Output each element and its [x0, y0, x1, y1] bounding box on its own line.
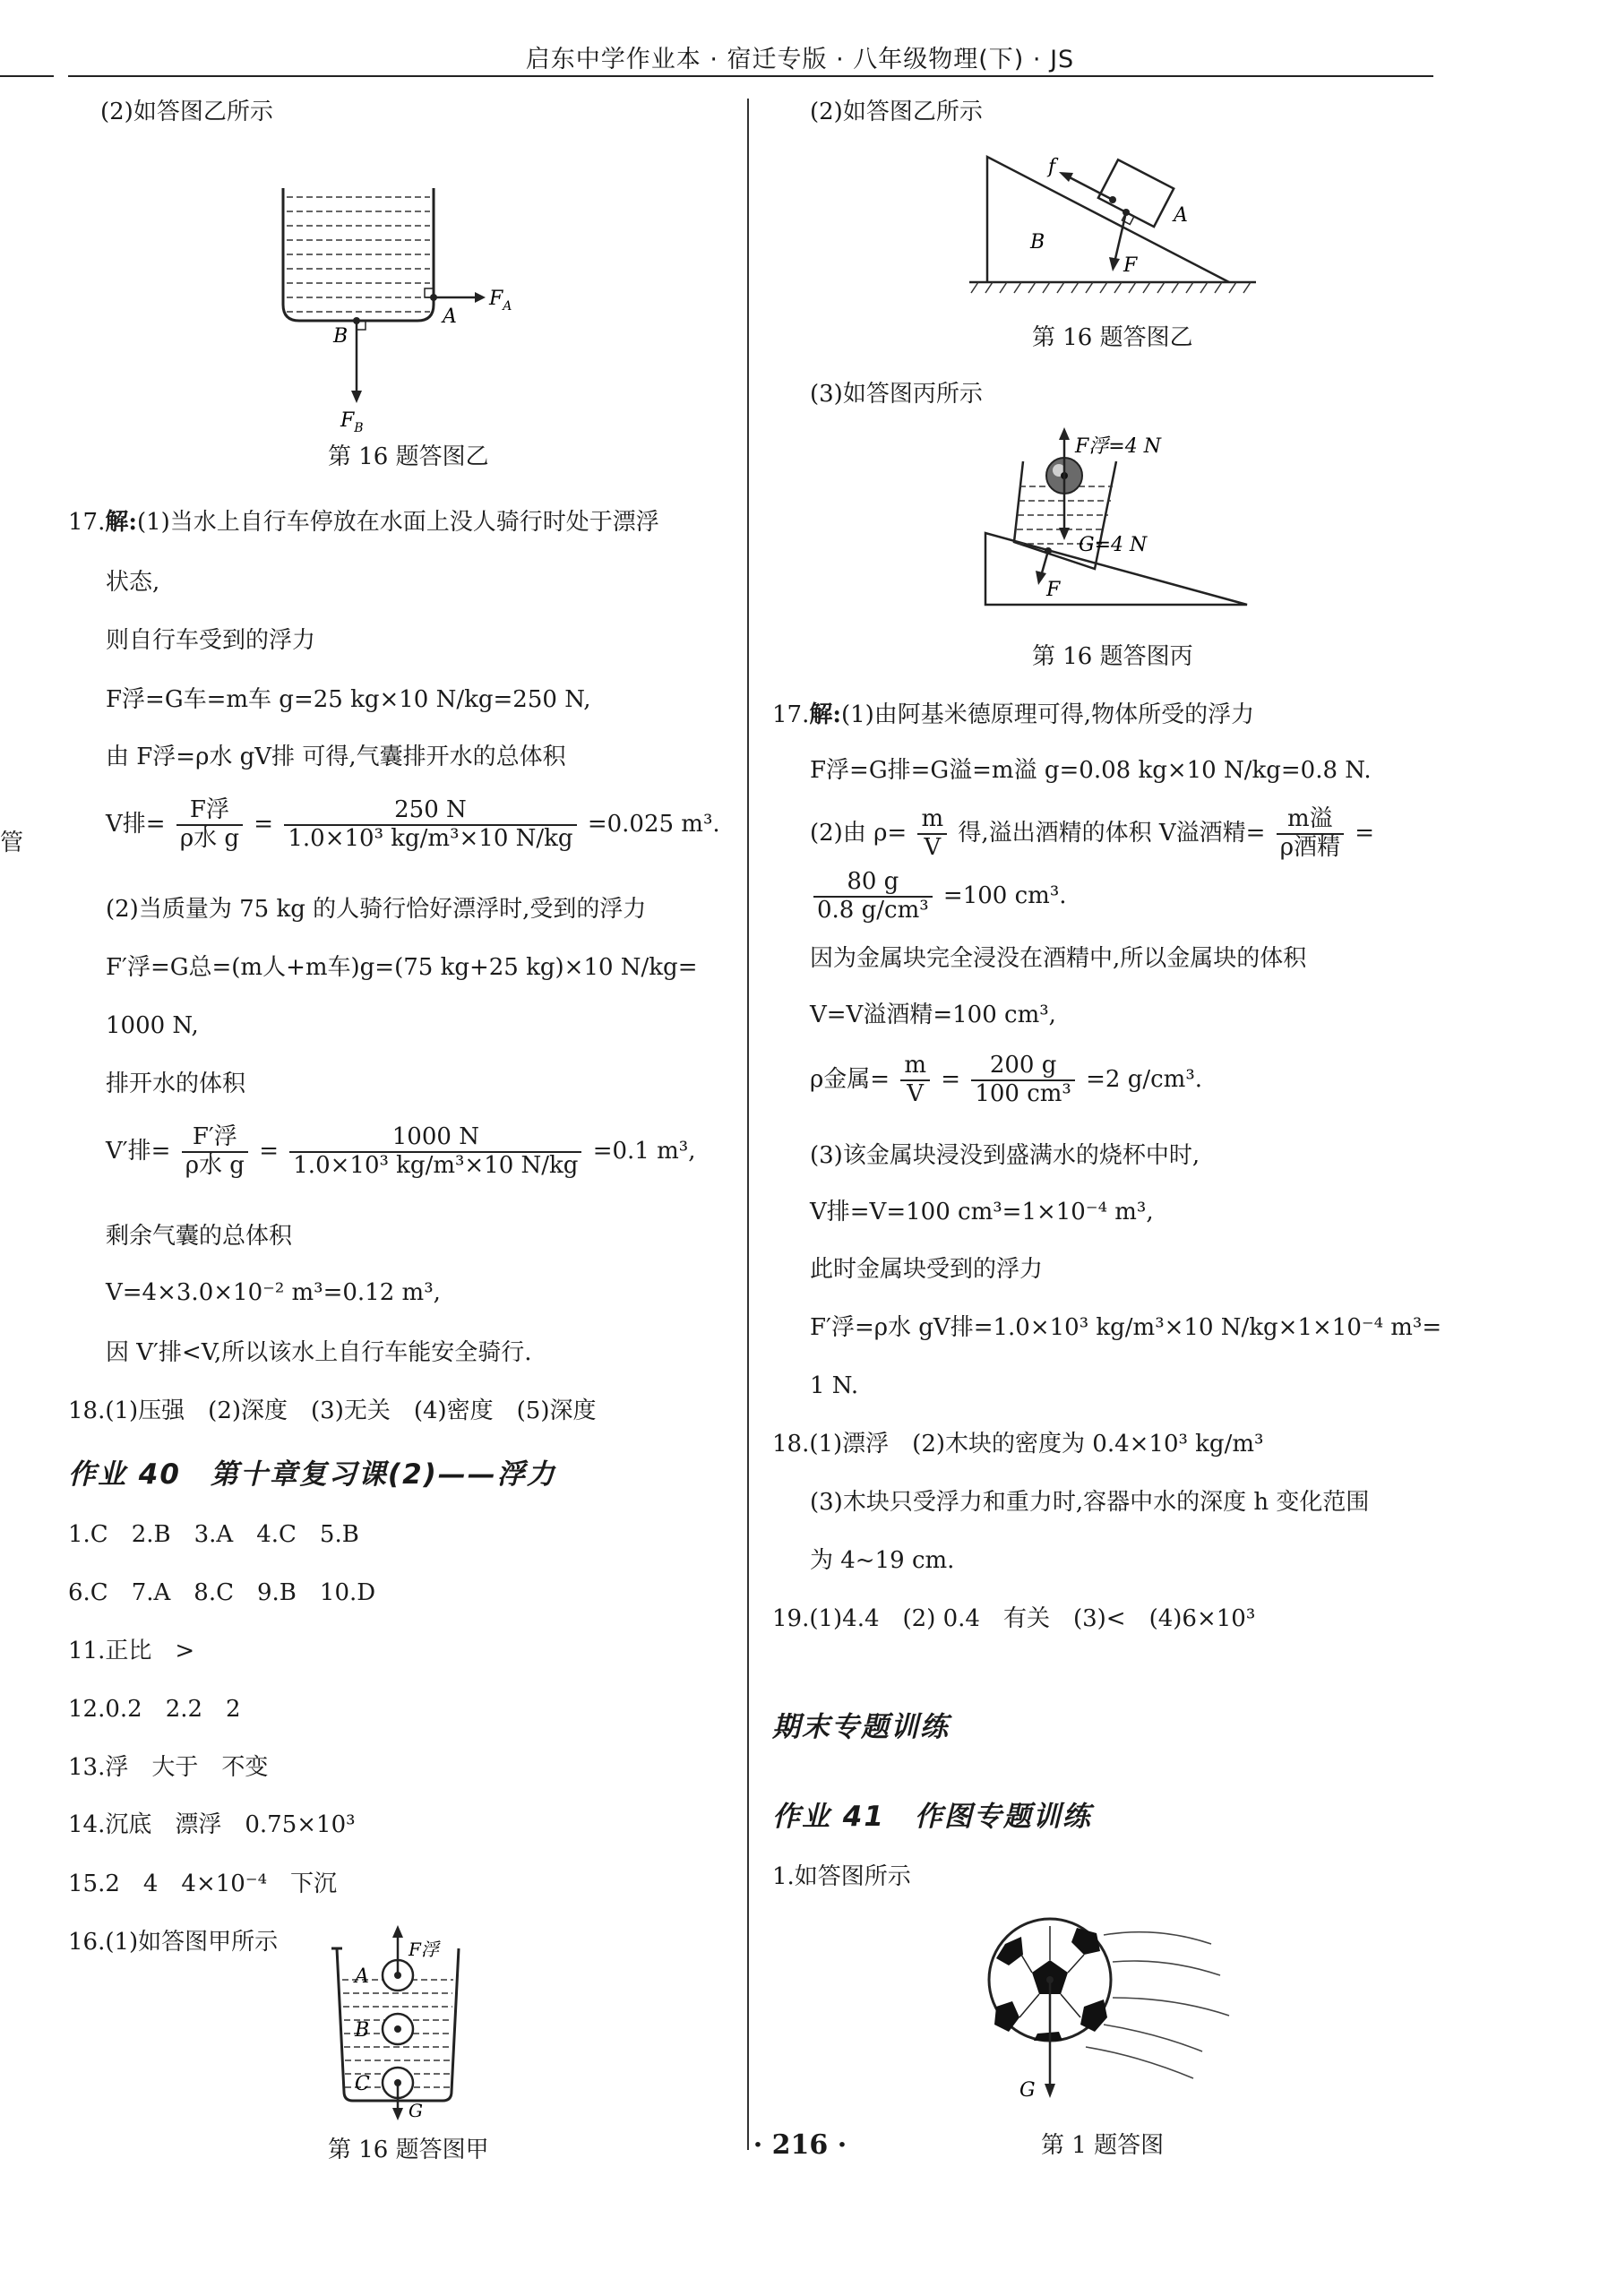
fig16c-caption: 第 16 题答图丙: [1032, 643, 1193, 670]
q17-right-line12: 1 N.: [810, 1372, 859, 1399]
q18-left: 18.(1)压强 (2)深度 (3)无关 (4)密度 (5)深度: [68, 1397, 597, 1424]
fig16b-right-label-f: F: [1123, 254, 1138, 277]
answer-line-6: 14.沉底 漂浮 0.75×10³: [68, 1811, 356, 1838]
fig16a-diagram: [328, 1913, 507, 2128]
fig16b-left-label-fb: $F_B$: [340, 409, 364, 435]
header-rule: [68, 75, 1433, 77]
fig16a-label-g: G: [409, 2100, 423, 2121]
fig16a-caption: 第 16 题答图甲: [328, 2137, 489, 2163]
fig16c-label-ff: F浮=4 N: [1075, 435, 1161, 458]
q17-left-line13: V=4×3.0×10⁻² m³=0.12 m³,: [106, 1279, 441, 1306]
q18-right-line1: 18.(1)漂浮 (2)木块的密度为 0.4×10³ kg/m³: [772, 1431, 1264, 1458]
fig16b-right-label-a: A: [1174, 204, 1188, 227]
page-header: [0, 0, 1600, 85]
q17-left-line3: 则自行车受到的浮力: [106, 627, 316, 654]
fig16a-label-f: F浮: [409, 1939, 439, 1960]
q17-left-line10: 排开水的体积: [106, 1071, 246, 1097]
q18-right-line2: (3)木块只受浮力和重力时,容器中水的深度 h 变化范围: [810, 1489, 1370, 1516]
fig1-soccer-diagram: [969, 1908, 1238, 2114]
fig16b-left-label-a: A: [443, 305, 457, 328]
fig16a-label-b: B: [355, 2019, 370, 2042]
q16-2-right-label: (2)如答图乙所示: [810, 99, 983, 125]
q17-right-line10: 此时金属块受到的浮力: [810, 1256, 1044, 1283]
q17-right-line4: $\frac{80 g}{\text{0.8 g/cm³}}$ =100 cm³.: [810, 869, 1067, 924]
column-divider: [747, 99, 749, 2150]
q17-left-line4: F浮=G车=m车 g=25 kg×10 N/kg=250 N,: [106, 686, 591, 713]
q17-right-line5: 因为金属块完全浸没在酒精中,所以金属块的体积: [810, 945, 1307, 972]
q18-right-line3: 为 4~19 cm.: [810, 1547, 955, 1574]
q1-right-label: 1.如答图所示: [772, 1863, 911, 1890]
q17-right-line11: F′浮=ρ水 gV排=1.0×10³ kg/m³×10 N/kg×1×10⁻⁴ m³=: [810, 1314, 1442, 1341]
q17-right-line8: (3)该金属块浸没到盛满水的烧杯中时,: [810, 1142, 1200, 1169]
q17-left-line8: F′浮=G总=(m人+m车)g=(75 kg+25 kg)×10 N/kg=: [106, 954, 698, 981]
q17-left-line7: (2)当质量为 75 kg 的人骑行恰好漂浮时,受到的浮力: [106, 896, 647, 923]
q17-right-line2: F浮=G排=G溢=m溢 g=0.08 kg×10 N/kg=0.8 N.: [810, 757, 1372, 784]
q17-left-line2: 状态,: [106, 569, 160, 596]
q17-left-line11: V′排= $\frac{\text{F′浮}}{\text{ρ水 g}}$ = $\frac{1000 N}{\text{1.0×10³ kg/m³×10 N/kg}}$ =0.1 m³,: [106, 1123, 696, 1179]
q17-right-line3: (2)由 ρ= $\frac{m}{V}$ 得,溢出酒精的体积 V溢酒精= $\frac{\text{m溢}}{\text{ρ酒精}}$ =: [810, 805, 1375, 861]
q17-left-line12: 剩余气囊的总体积: [106, 1223, 293, 1250]
answer-line-5: 13.浮 大于 不变: [68, 1754, 269, 1781]
fig16b-right-label-b: B: [1030, 231, 1045, 254]
q17-left-line1: 17.解:(1)当水上自行车停放在水面上没人骑行时处于漂浮: [68, 509, 659, 536]
page-number: · 216 ·: [753, 2129, 847, 2161]
fig16c-label-f: F: [1046, 579, 1061, 601]
answer-line-3: 11.正比 >: [68, 1638, 195, 1664]
q17-left-line9: 1000 N,: [106, 1012, 199, 1039]
fig16b-left-label-fa: $F_A$: [489, 288, 512, 314]
q16-3-label: (3)如答图丙所示: [810, 381, 983, 408]
section-40-title: 作业 40 第十章复习课(2)——浮力: [68, 1458, 556, 1491]
fig16c-label-g: G=4 N: [1079, 534, 1148, 556]
header-rule-left: [0, 75, 54, 77]
fig16b-left-diagram: [274, 152, 561, 439]
q17-right-line7: ρ金属= $\frac{m}{V}$ = $\frac{200 g}{\text{100 cm³}}$ =2 g/cm³.: [810, 1052, 1203, 1107]
q17-right-line1: 17.解:(1)由阿基米德原理可得,物体所受的浮力: [772, 701, 1255, 728]
q17-right-line6: V=V溢酒精=100 cm³,: [810, 1002, 1056, 1028]
fig16b-left-caption: 第 16 题答图乙: [328, 443, 489, 470]
q16-2-label: (2)如答图乙所示: [100, 99, 273, 125]
q17-right-line9: V排=V=100 cm³=1×10⁻⁴ m³,: [810, 1199, 1154, 1225]
section-final-title: 期末专题训练: [772, 1711, 950, 1743]
answer-line-1: 1.C 2.B 3.A 4.C 5.B: [68, 1521, 359, 1548]
fig1-caption: 第 1 题答图: [1041, 2132, 1165, 2159]
answer-line-7: 15.2 4 4×10⁻⁴ 下沉: [68, 1870, 337, 1897]
section-41-title: 作业 41 作图专题训练: [772, 1801, 1092, 1833]
fig16c-diagram: [978, 426, 1265, 623]
answer-line-4: 12.0.2 2.2 2: [68, 1696, 241, 1723]
q17-left-line6: V排= $\frac{\text{F浮}}{\text{ρ水 g}}$ = $\frac{250 N}{\text{1.0×10³ kg/m³×10 N/kg}}$ =0.025 m³.: [106, 796, 720, 852]
answer-line-2: 6.C 7.A 8.C 9.B 10.D: [68, 1579, 376, 1606]
fig1-label-g: G: [1019, 2079, 1036, 2102]
q17-left-line5: 由 F浮=ρ水 gV排 可得,气囊排开水的总体积: [106, 744, 566, 770]
fig16b-right-label-f-small: f: [1048, 156, 1056, 178]
header-title: 启东中学作业本 · 宿迁专版 · 八年级物理(下) · JS: [525, 46, 1075, 73]
q19-right: 19.(1)4.4 (2) 0.4 有关 (3)< (4)6×10³: [772, 1605, 1256, 1632]
fig16b-right-caption: 第 16 题答图乙: [1032, 324, 1193, 351]
fig16a-label-a: A: [355, 1965, 369, 1988]
fig16b-left-label-b: B: [333, 325, 348, 348]
fig16a-label-c: C: [355, 2073, 370, 2095]
answer-line-8: 16.(1)如答图甲所示: [68, 1929, 279, 1956]
fig16b-right-diagram: [960, 148, 1265, 327]
edge-fragment: 管: [0, 830, 24, 856]
q17-left-line14: 因 V′排<V,所以该水上自行车能安全骑行.: [106, 1339, 532, 1366]
